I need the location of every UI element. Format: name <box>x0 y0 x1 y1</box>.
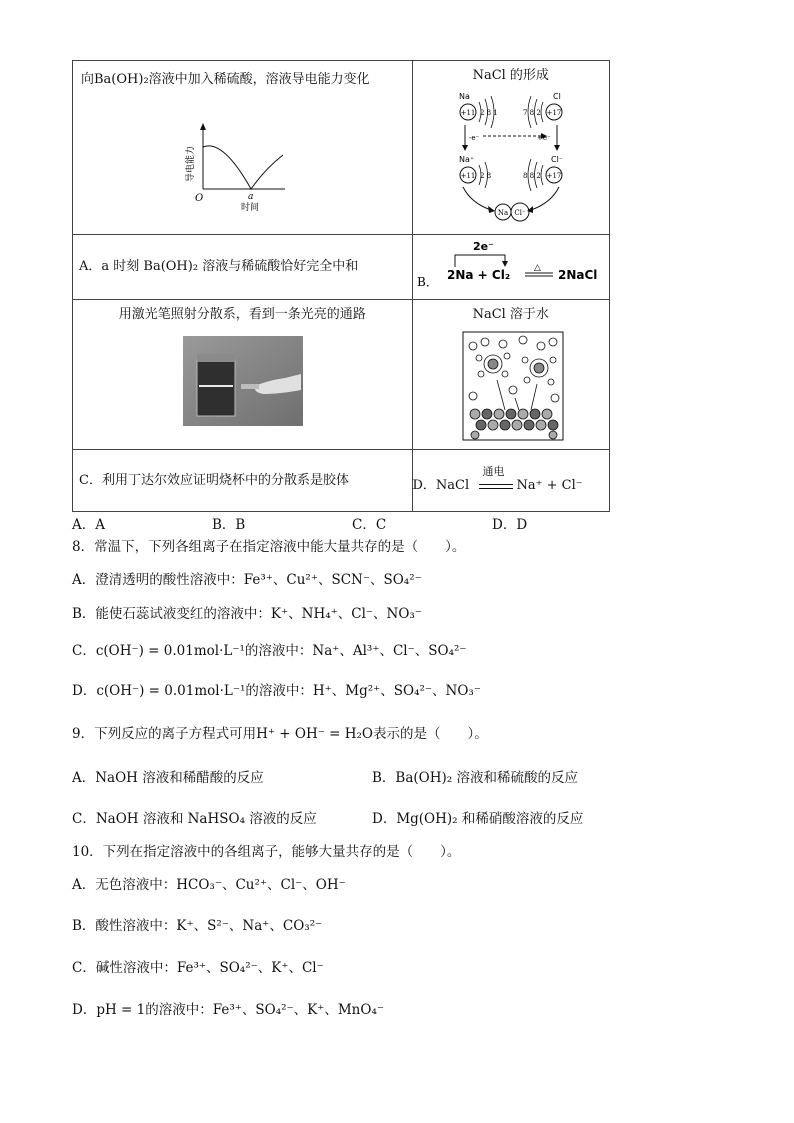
option-a-text: A．a 时刻 Ba(OH)₂ 溶液与稀硫酸恰好完全中和 <box>79 259 359 274</box>
q8-option-d: D．c(OH⁻) = 0.01mol·L⁻¹的溶液中：H⁺、Mg²⁺、SO₄²⁻、NO₃⁻ <box>72 683 481 699</box>
q10-stem: 10．下列在指定溶液中的各组离子，能够大量共存的是（ ）。 <box>72 844 461 860</box>
q10-option-c: C．碱性溶液中：Fe³⁺、SO₄²⁻、K⁺、Cl⁻ <box>72 960 324 976</box>
option-b-left: 2Na + Cl₂ <box>446 268 510 282</box>
option-b-prefix: B． <box>416 275 438 289</box>
conductivity-graph <box>73 89 411 229</box>
option-b-electrons: 2e⁻ <box>472 240 494 253</box>
cell-option-a <box>73 235 413 300</box>
bond-cl: Cl⁻ <box>513 209 526 217</box>
option-b-condition: △ <box>533 263 541 273</box>
q8-stem: 8．常温下，下列各组离子在指定溶液中能大量共存的是（ ）。 <box>72 539 466 555</box>
graph-cell-title: 向Ba(OH)₂溶液中加入稀硫酸，溶液导电能力变化 <box>81 72 370 87</box>
na-ion-shells: 2 8 <box>479 172 491 180</box>
graph-origin: O <box>195 193 204 204</box>
option-d-equals <box>479 484 513 489</box>
q8-option-a: A．澄清透明的酸性溶液中：Fe³⁺、Cu²⁺、SCN⁻、SO₄²⁻ <box>72 572 422 588</box>
q9-stem: 9．下列反应的离子方程式可用H⁺ + OH⁻ = H₂O表示的是（ ）。 <box>72 726 488 742</box>
cl-ion-shells: 8 8 2 <box>522 172 541 180</box>
nacl-formation-diagram <box>413 85 609 230</box>
laser-cell-title: 用激光笔照射分散系，看到一条光亮的通路 <box>118 307 366 322</box>
q8-option-b: B．能使石蕊试液变红的溶液中：K⁺、NH₄⁺、Cl⁻、NO₃⁻ <box>72 606 422 622</box>
q10-option-a: A．无色溶液中：HCO₃⁻、Cu²⁺、Cl⁻、OH⁻ <box>72 877 346 893</box>
laser-beaker-photo <box>73 324 411 442</box>
na-ion-label: Na⁺ <box>458 155 474 164</box>
cl-ion-core: +17 <box>546 172 561 180</box>
cl-core: +17 <box>546 109 561 117</box>
q9-option-a: A．NaOH 溶液和稀醋酸的反应 <box>72 770 264 786</box>
cell-option-d <box>412 450 610 512</box>
q9-option-d: D．Mg(OH)₂ 和稀硝酸溶液的反应 <box>372 811 584 827</box>
dissolve-cell-title: NaCl 溶于水 <box>472 307 549 322</box>
cl-shells: 7 8 2 <box>522 109 541 117</box>
q7-choice-d: D．D <box>492 517 528 533</box>
nacl-formation-title: NaCl 的形成 <box>472 68 549 83</box>
q9-option-c: C．NaOH 溶液和 NaHSO₄ 溶液的反应 <box>72 811 317 827</box>
bond-na: Na <box>497 209 508 217</box>
q9-option-b: B．Ba(OH)₂ 溶液和稀硫酸的反应 <box>372 770 578 786</box>
q8-option-c: C．c(OH⁻) = 0.01mol·L⁻¹的溶液中：Na⁺、Al³⁺、Cl⁻、SO₄²⁻ <box>72 643 467 659</box>
cell-option-c <box>73 450 413 512</box>
q10-option-d: D．pH = 1的溶液中：Fe³⁺、SO₄²⁻、K⁺、MnO₄⁻ <box>72 1002 384 1018</box>
option-d-right: Na⁺ + Cl⁻ <box>516 477 583 493</box>
question7-table <box>72 60 610 512</box>
cl-atom-label: Cl <box>552 92 561 101</box>
nacl-dissolve-diagram <box>413 324 609 444</box>
graph-xlabel: 时间 <box>241 203 260 213</box>
cl-ion-label: Cl⁻ <box>550 155 563 164</box>
na-ion-core: +11 <box>460 172 475 180</box>
cell-conductivity-graph <box>73 61 413 235</box>
cell-option-b <box>412 235 610 300</box>
cell-nacl-dissolve <box>412 300 610 450</box>
option-d-condition: 通电 <box>482 464 505 478</box>
q10-option-b: B．酸性溶液中：K⁺、S²⁻、Na⁺、CO₃²⁻ <box>72 918 323 934</box>
na-core: +11 <box>460 109 475 117</box>
q7-choice-c: C．C <box>352 517 387 533</box>
graph-ylabel: 导电能力 <box>186 145 196 183</box>
plus-electron-label: +e⁻ <box>536 134 551 142</box>
option-c-text: C．利用丁达尔效应证明烧杯中的分散系是胶体 <box>79 472 349 488</box>
option-d-prefix: D．NaCl <box>412 477 470 493</box>
cell-laser-photo <box>73 300 413 450</box>
option-b-equation <box>413 235 609 295</box>
q7-choice-b: B．B <box>212 517 246 533</box>
minus-electron-label: -e⁻ <box>468 134 479 142</box>
q7-choice-a: A．A <box>72 517 105 533</box>
cell-nacl-formation <box>412 61 610 235</box>
na-atom-label: Na <box>458 92 470 101</box>
na-shells: 2 8 1 <box>479 109 498 117</box>
graph-xpoint: a <box>248 192 254 202</box>
option-b-right: 2NaCl <box>557 268 597 282</box>
